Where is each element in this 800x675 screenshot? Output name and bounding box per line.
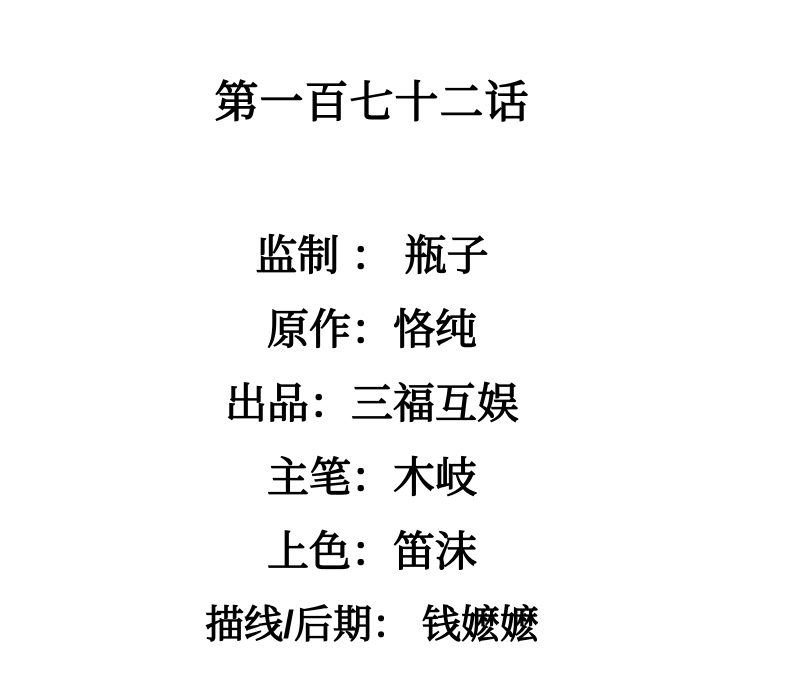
credit-line-lineart-postproduction: 描线/后期： 钱嬷嬷 — [205, 604, 539, 647]
credit-line-lead-artist: 主笔：木岐 — [266, 454, 477, 501]
credit-line-producer: 出品：三福互娱 — [224, 380, 519, 427]
chapter-title: 第一百七十二话 — [214, 78, 530, 127]
credit-line-original-work: 原作：恪纯 — [266, 306, 477, 353]
credit-line-supervisor: 监制 ： 瓶子 — [255, 232, 489, 279]
credit-line-coloring: 上色：笛沫 — [266, 528, 477, 575]
credits-list — [0, 219, 744, 663]
